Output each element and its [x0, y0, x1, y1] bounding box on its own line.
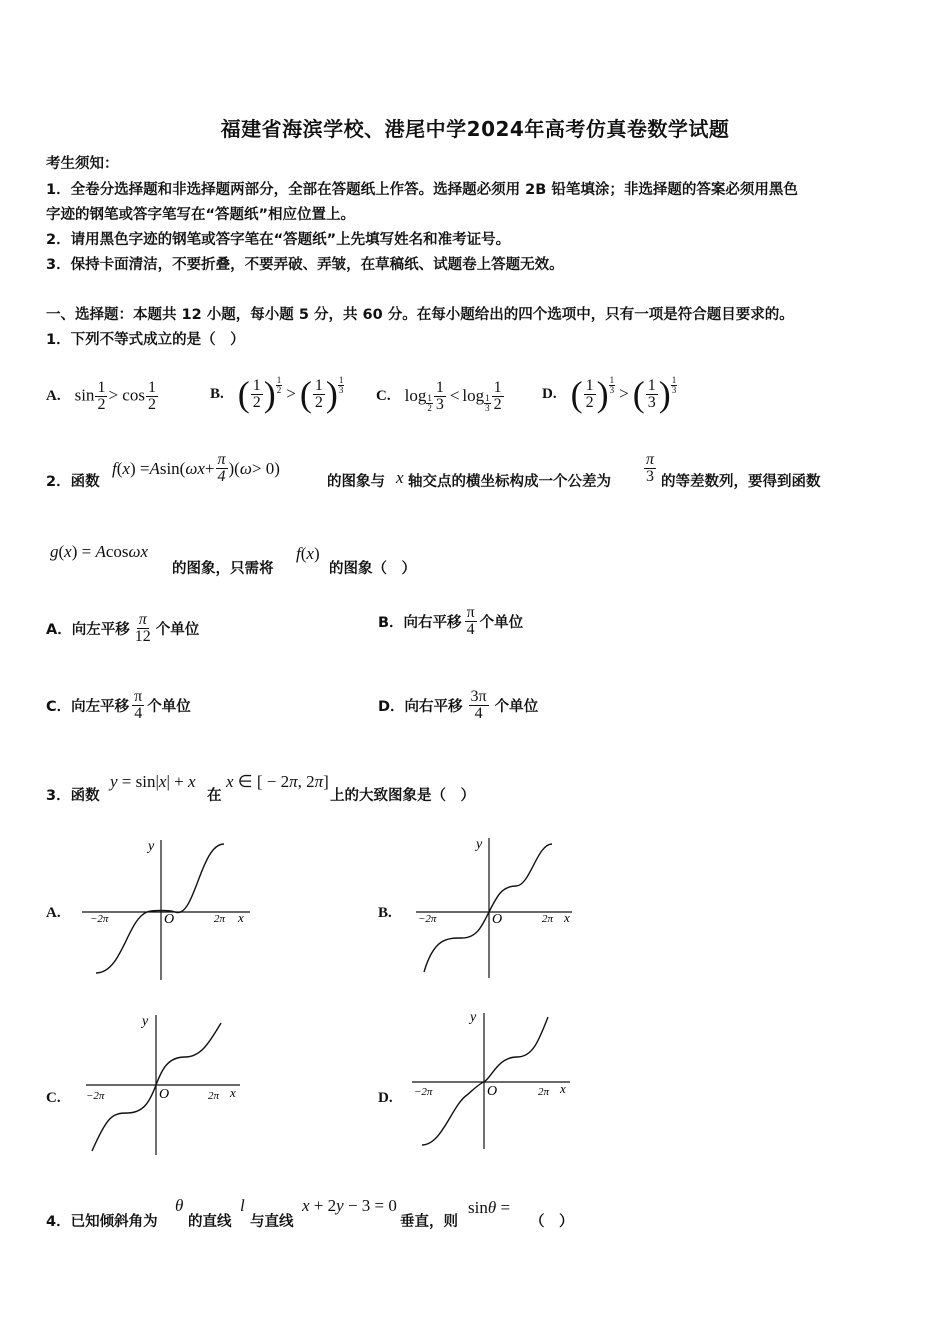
q1-option-a-expression: sin $\frac{1}{2}$ > cos $\frac{1}{2}$ [74, 378, 156, 413]
q3-graph-c[interactable] [72, 1005, 262, 1165]
q1-option-b-label: B. [210, 385, 224, 402]
q3-option-b-label[interactable]: B. [378, 905, 392, 921]
q2-common-difference: $\frac{\pi}{3}$ [646, 451, 655, 485]
y-label: y [148, 839, 155, 854]
curve [96, 844, 224, 973]
q3-suffix: 上的大致图象是（ ） [330, 788, 475, 804]
x-label: x [564, 910, 570, 925]
q3-interval: x ∈ [ − 2π, 2π] [226, 772, 329, 791]
q3-graph-b[interactable] [402, 830, 592, 985]
q2-option-b[interactable]: B．向右平移 $\frac{\pi}{4}$ 个单位 [378, 604, 524, 638]
q1-option-c-label: C. [376, 387, 391, 404]
x-label: x [230, 1085, 236, 1100]
origin-label: O [492, 912, 503, 927]
tick-pos: 2π [542, 913, 554, 925]
q2-option-c-unit: 个单位 [147, 699, 191, 715]
q1-stem: 1．下列不等式成立的是（ ） [46, 332, 245, 348]
q2-function-f: f ( x ) = A sin( ωx + $\frac{\pi}{4}$ )( ω > 0) [112, 451, 280, 485]
y-label: y [142, 1014, 149, 1029]
q1-option-a[interactable] [46, 373, 159, 419]
q1-option-a-label: A. [46, 387, 61, 404]
x-label: x [560, 1081, 566, 1096]
q4-line-equation: x + 2y − 3 = 0 [302, 1196, 397, 1215]
q4-sin-theta: sinθ = [468, 1198, 511, 1217]
origin-label: O [487, 1084, 498, 1099]
q2-option-c[interactable]: C．向左平移 $\frac{\pi}{4}$ 个单位 [46, 688, 191, 722]
q3-option-a-label[interactable]: A. [46, 905, 61, 921]
q2-option-b-unit: 个单位 [479, 615, 524, 631]
q3-prefix: 3．函数 [46, 788, 100, 804]
q2-prefix: 2．函数 [46, 474, 100, 490]
tick-pos: 2π [538, 1086, 550, 1098]
x-label: x [238, 910, 244, 925]
q2-x-variable: x [396, 468, 404, 487]
section-heading: 一、选择题：本题共 12 小题，每小题 5 分，共 60 分。在每小题给出的四个选项中，只有一项是符合题目要求的。 [46, 307, 794, 323]
q3-graph-a[interactable] [72, 830, 262, 985]
origin-label: O [164, 912, 175, 927]
q2-option-a[interactable]: A．向左平移 $\frac{\pi}{12}$ 个单位 [46, 611, 200, 645]
q1-option-d[interactable] [542, 366, 677, 422]
q4-suffix: （ ） [530, 1214, 574, 1230]
notice-item-3: 3．保持卡面清洁，不要折叠，不要弄破、弄皱，在草稿纸、试题卷上答题无效。 [46, 257, 564, 273]
tick-neg: −2π [86, 1090, 105, 1102]
q2-option-d-unit: 个单位 [494, 699, 539, 715]
q2-mid2: 轴交点的横坐标构成一个公差为 [408, 474, 611, 490]
q1-option-d-label: D. [542, 385, 557, 402]
q3-function: y = sin|x| + x [110, 772, 196, 791]
q2-line2-mid: 的图象，只需将 [172, 561, 274, 577]
q2-option-a-text: A．向左平移 [46, 622, 130, 638]
q2-function-g: g(x) = Acosωx [50, 542, 149, 561]
tick-pos: 2π [214, 913, 226, 925]
curve [422, 1017, 548, 1145]
q3-option-c-label[interactable]: C. [46, 1090, 61, 1106]
q2-suffix: 的等差数列，要得到函数 [661, 474, 821, 490]
notice-heading: 考生须知： [46, 156, 119, 172]
q4-theta: θ [175, 1196, 184, 1215]
q3-mid: 在 [207, 788, 222, 804]
notice-item-2: 2．请用黑色字迹的钢笔或答字笔在“答题纸”上先填写姓名和准考证号。 [46, 232, 511, 248]
q3-option-d-label[interactable]: D. [378, 1090, 393, 1106]
q2-line2-f: f(x) [296, 544, 320, 563]
notice-item-1-line-1: 1．全卷分选择题和非选择题两部分，全部在答题纸上作答。选择题必须用 2B 铅笔填涂；非选择题的答案必须用黑色 [46, 182, 798, 198]
q1-option-d-expression: ( $\frac{1}{2}$ ) $\frac{1}{3}$ > ( $\frac{1}{3}$ ) $\frac{1}{3}$ [570, 374, 677, 414]
q3-graph-d[interactable] [402, 1005, 592, 1155]
q2-option-d-text: D．向右平移 [378, 699, 463, 715]
tick-neg: −2π [414, 1086, 433, 1098]
y-label: y [476, 837, 483, 852]
q2-option-b-text: B．向右平移 [378, 615, 462, 631]
y-label: y [470, 1010, 477, 1025]
q2-option-c-text: C．向左平移 [46, 699, 130, 715]
q4-mid2: 与直线 [250, 1214, 294, 1230]
q2-option-d[interactable]: D．向右平移 $\frac{3\pi}{4}$ 个单位 [378, 688, 539, 722]
q1-option-b[interactable] [210, 366, 344, 422]
notice-item-1-line-2: 字迹的钢笔或答字笔写在“答题纸”相应位置上。 [46, 207, 356, 223]
tick-neg: −2π [90, 913, 109, 925]
q4-mid3: 垂直，则 [400, 1214, 458, 1230]
q1-option-c[interactable] [376, 370, 505, 422]
tick-neg: −2π [418, 913, 437, 925]
q2-option-a-unit: 个单位 [155, 622, 200, 638]
q1-option-b-expression: ( $\frac{1}{2}$ ) $\frac{1}{2}$ > ( $\frac{1}{2}$ ) $\frac{1}{3}$ [237, 374, 344, 414]
curve [424, 844, 552, 972]
q4-mid: 的直线 [188, 1214, 232, 1230]
q2-mid: 的图象与 [327, 474, 385, 490]
q1-option-c-expression: log $\frac{1}{2}$ $\frac{1}{3}$ < log $\frac{1}{3}$ $\frac{1}{2}$ [404, 378, 502, 413]
tick-pos: 2π [208, 1090, 220, 1102]
q4-line-l: l [240, 1196, 245, 1215]
q2-line2-suffix: 的图象（ ） [329, 561, 416, 577]
q4-prefix: 4．已知倾斜角为 [46, 1214, 158, 1230]
page-title: 福建省海滨学校、港尾中学2024年高考仿真卷数学试题 [220, 117, 730, 141]
origin-label: O [159, 1087, 170, 1102]
